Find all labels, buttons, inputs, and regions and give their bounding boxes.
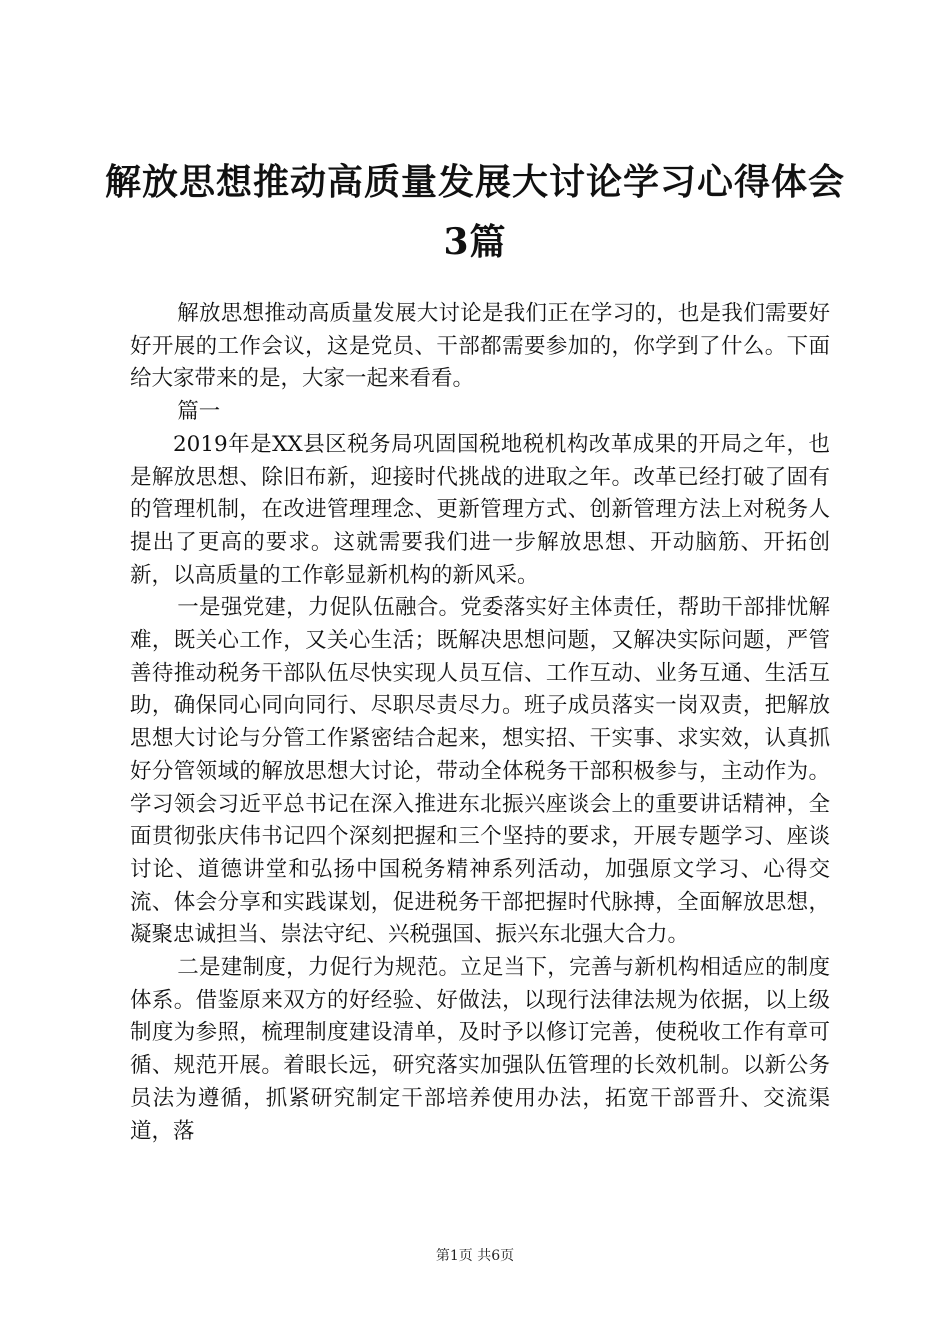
body-paragraph: 2019年是XX县区税务局巩固国税地税机构改革成果的开局之年，也是解放思想、除旧布新，迎接时代挑战的进取之年。改革已经打破了固有的管理机制，在改进管理理念、更新管理方式、创新管理方法上对税务人提出了更高的要求。这就需要我们进一步解放思想、开动脑筋、开拓创新，以高质量的工作彰显新机构的新风采。 [130, 431, 830, 588]
section-heading-part-one: 篇一 [177, 399, 221, 425]
document-title-continued: 3篇 [443, 221, 507, 263]
body-paragraph: 一是强党建，力促队伍融合。党委落实好主体责任，帮助干部排忧解难，既关心工作，又关心生活；既解决思想问题，又解决实际问题，严管善待推动税务干部队伍尽快实现人员互信、工作互动、业务互通、生活互助，确保同心同向同行、尽职尽责尽力。班子成员落实一岗双责，把解放思想大讨论与分管工作紧密结合起来，想实招、干实事、求实效，认真抓好分管领域的解放思想大讨论，带动全体税务干部积极参与，主动作为。学习领会习近平总书记在深入推进东北振兴座谈会上的重要讲话精神，全面贯彻张庆伟书记四个深刻把握和三个坚持的要求，开展专题学习、座谈讨论、道德讲堂和弘扬中国税务精神系列活动，加强原文学习、心得交流、体会分享和实践谋划，促进税务干部把握时代脉搏，全面解放思想，凝聚忠诚担当、崇法守纪、兴税强国、振兴东北强大合力。 [130, 595, 830, 948]
intro-paragraph: 解放思想推动高质量发展大讨论是我们正在学习的，也是我们需要好好开展的工作会议，这是党员、干部都需要参加的，你学到了什么。下面给大家带来的是，大家一起来看看。 [130, 301, 830, 392]
page-number-footer: 第1页 共6页 [435, 1248, 515, 1264]
document-body [130, 298, 830, 1148]
document-title: 解放思想推动高质量发展大讨论学习心得体会 [104, 161, 845, 203]
body-paragraph: 二是建制度，力促行为规范。立足当下，完善与新机构相适应的制度体系。借鉴原来双方的好经验、好做法，以现行法律法规为依据，以上级制度为参照，梳理制度建设清单，及时予以修订完善，使税收工作有章可循、规范开展。着眼长远，研究落实加强队伍管理的长效机制。以新公务员法为遵循，抓紧研究制定干部培养使用办法，拓宽干部晋升、交流渠道，落 [130, 955, 830, 1144]
